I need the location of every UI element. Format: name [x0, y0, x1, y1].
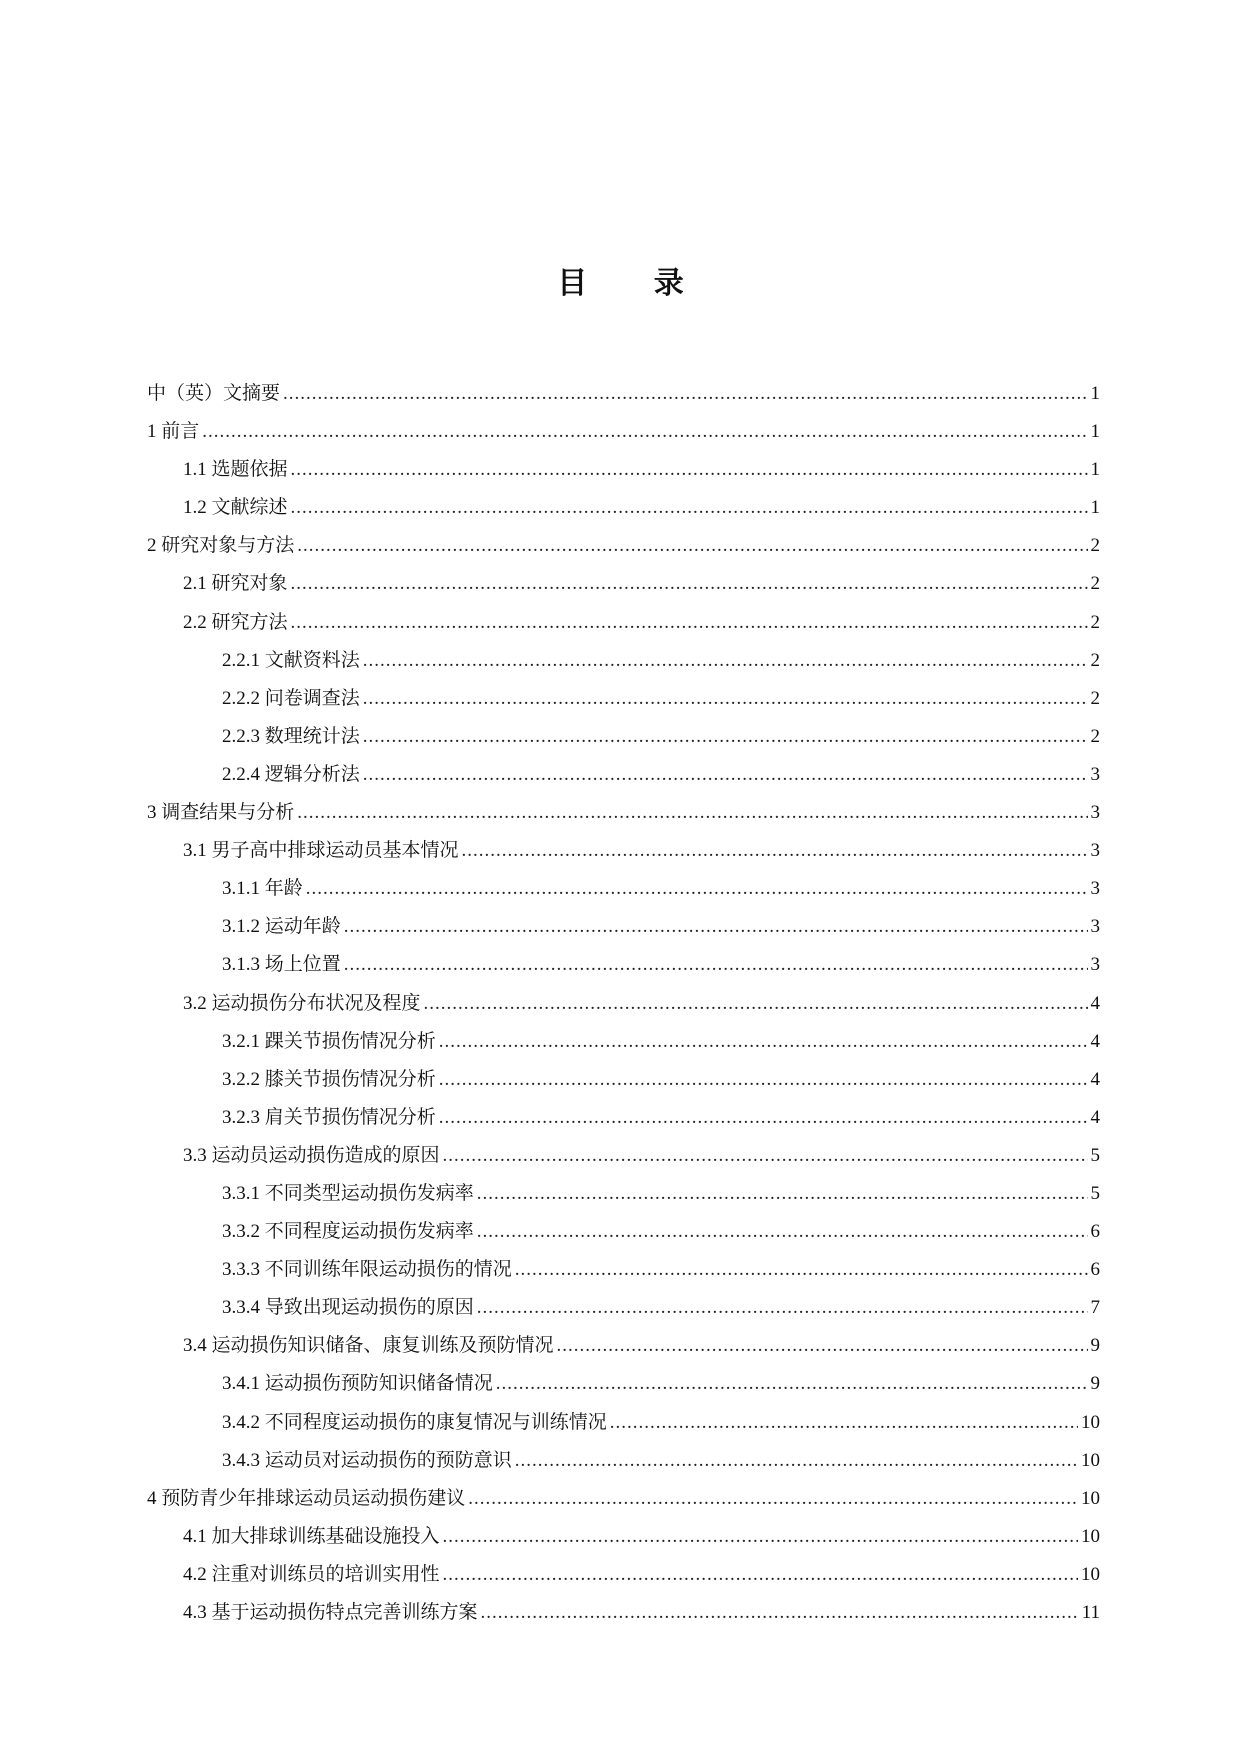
toc-leader-dots: [515, 1442, 1078, 1480]
toc-entry-title: 3.2.3 肩关节损伤情况分析: [222, 1106, 436, 1128]
toc-entry-title: 4.3 基于运动损伤特点完善训练方案: [183, 1602, 478, 1623]
toc-leader-dots: [468, 1480, 1078, 1518]
toc-page-number: 4: [1090, 992, 1100, 1014]
toc-leader-dots: [297, 794, 1087, 832]
toc-entry-title: 3.2.1 踝关节损伤情况分析: [222, 1030, 436, 1052]
toc-page-number: 4: [1090, 1068, 1100, 1090]
toc-entry-title: 2.2.1 文献资料法: [222, 649, 360, 671]
toc-entry[interactable]: [147, 1289, 1100, 1327]
toc-leader-dots: [439, 1099, 1088, 1137]
toc-page-number: 3: [1090, 954, 1100, 976]
toc-entry-title: 3.1 男子高中排球运动员基本情况: [183, 840, 459, 862]
toc-entry-title: 2.2 研究方法: [183, 611, 288, 633]
toc-page-number: 10: [1081, 1411, 1100, 1433]
toc-page-number: 5: [1090, 1144, 1100, 1166]
toc-leader-dots: [439, 1023, 1088, 1061]
toc-entry[interactable]: [147, 1061, 1100, 1099]
toc-leader-dots: [202, 413, 1087, 451]
toc-leader-dots: [610, 1404, 1078, 1442]
toc-entry[interactable]: [147, 908, 1100, 946]
toc-entry[interactable]: [147, 1137, 1100, 1175]
toc-entry[interactable]: [147, 1594, 1100, 1632]
toc-entry[interactable]: [147, 1251, 1100, 1289]
toc-entry[interactable]: [147, 1023, 1100, 1061]
toc-leader-dots: [477, 1175, 1088, 1213]
toc-page-number: 2: [1090, 573, 1100, 595]
toc-entry[interactable]: [147, 1099, 1100, 1137]
toc-entry-title: 3.3.3 不同训练年限运动损伤的情况: [222, 1259, 512, 1281]
toc-leader-dots: [291, 565, 1088, 603]
toc-entry[interactable]: [147, 375, 1100, 413]
toc-entry-title: 4.1 加大排球训练基础设施投入: [183, 1525, 440, 1547]
toc-leader-dots: [363, 718, 1088, 756]
toc-leader-dots: [439, 1061, 1088, 1099]
toc-page-number: 7: [1090, 1297, 1100, 1319]
toc-entry-title: 3.4.2 不同程度运动损伤的康复情况与训练情况: [222, 1411, 607, 1433]
toc-entry-title: 3.1.2 运动年龄: [222, 916, 341, 938]
toc-leader-dots: [481, 1594, 1079, 1632]
toc-entry[interactable]: [147, 680, 1100, 718]
toc-entry[interactable]: [147, 1556, 1100, 1594]
toc-leader-dots: [477, 1213, 1088, 1251]
toc-entry-title: 3.2.2 膝关节损伤情况分析: [222, 1068, 436, 1090]
toc-leader-dots: [557, 1327, 1088, 1365]
toc-entry[interactable]: [147, 870, 1100, 908]
toc-page-number: 6: [1090, 1221, 1100, 1243]
toc-entry-title: 4.2 注重对训练员的培训实用性: [183, 1563, 440, 1585]
toc-page-number: 10: [1081, 1563, 1100, 1585]
toc-leader-dots: [344, 908, 1088, 946]
toc-page-number: 1: [1090, 497, 1100, 519]
toc-leader-dots: [515, 1251, 1088, 1289]
toc-entry-title: 3.1.1 年龄: [222, 878, 303, 900]
toc-entry[interactable]: [147, 1518, 1100, 1556]
toc-page-number: 2: [1090, 725, 1100, 747]
toc-leader-dots: [443, 1137, 1088, 1175]
toc-leader-dots: [363, 642, 1088, 680]
toc-leader-dots: [443, 1518, 1078, 1556]
toc-leader-dots: [306, 870, 1088, 908]
toc-entry[interactable]: [147, 1175, 1100, 1213]
toc-page-number: 1: [1090, 383, 1100, 404]
toc-entry[interactable]: [147, 985, 1100, 1023]
toc-entry[interactable]: [147, 527, 1100, 565]
toc-entry[interactable]: [147, 1480, 1100, 1518]
toc-entry-title: 3.3.2 不同程度运动损伤发病率: [222, 1221, 474, 1243]
toc-page-number: 10: [1081, 1487, 1100, 1509]
toc-entry-title: 3.3.4 导致出现运动损伤的原因: [222, 1297, 474, 1319]
toc-page-number: 3: [1090, 878, 1100, 900]
toc-leader-dots: [291, 489, 1088, 527]
toc-page-number: 1: [1090, 421, 1100, 443]
toc-page-number: 9: [1090, 1373, 1100, 1395]
toc-page-number: 3: [1090, 840, 1100, 862]
toc-leader-dots: [477, 1289, 1088, 1327]
toc-page-number: 4: [1090, 1106, 1100, 1128]
toc-entry-title: 中（英）文摘要: [147, 383, 281, 404]
toc-entry-title: 1 前言: [147, 421, 200, 443]
toc-entry[interactable]: [147, 946, 1100, 984]
toc-leader-dots: [424, 985, 1088, 1023]
toc-leader-dots: [363, 756, 1088, 794]
toc-page-number: 3: [1090, 763, 1100, 785]
toc-page-number: 3: [1090, 916, 1100, 938]
toc-entry[interactable]: [147, 489, 1100, 527]
toc-entry-title: 2.1 研究对象: [183, 573, 288, 595]
toc-entry[interactable]: [147, 794, 1100, 832]
toc-entry-title: 2.2.2 问卷调查法: [222, 687, 360, 709]
toc-page-number: 1: [1090, 459, 1100, 481]
toc-page-number: 6: [1090, 1259, 1100, 1281]
toc-entry-title: 3.1.3 场上位置: [222, 954, 341, 976]
toc-leader-dots: [283, 375, 1087, 413]
toc-page-number: 2: [1090, 611, 1100, 633]
toc-leader-dots: [344, 946, 1088, 984]
toc-entry-title: 1.2 文献综述: [183, 497, 288, 519]
toc-page-number: 2: [1090, 649, 1100, 671]
toc-page-number: 10: [1081, 1449, 1100, 1471]
toc-leader-dots: [291, 604, 1088, 642]
toc-entry-title: 4 预防青少年排球运动员运动损伤建议: [147, 1487, 466, 1509]
toc-entry[interactable]: [147, 1213, 1100, 1251]
toc-leader-dots: [291, 451, 1088, 489]
toc-entry-title: 3.4 运动损伤知识储备、康复训练及预防情况: [183, 1335, 554, 1357]
toc-leader-dots: [363, 680, 1088, 718]
toc-entry-title: 3.4.1 运动损伤预防知识储备情况: [222, 1373, 493, 1395]
toc-entry[interactable]: [147, 832, 1100, 870]
toc-entry-title: 3.3.1 不同类型运动损伤发病率: [222, 1182, 474, 1204]
toc-page-number: 2: [1090, 535, 1100, 557]
toc-page-number: 2: [1090, 687, 1100, 709]
toc-entry[interactable]: [147, 565, 1100, 603]
toc-leader-dots: [496, 1365, 1088, 1403]
toc-entry[interactable]: [147, 756, 1100, 794]
toc-page-number: 3: [1090, 802, 1100, 824]
toc-entry-title: 3.3 运动员运动损伤造成的原因: [183, 1144, 440, 1166]
toc-page-number: 5: [1090, 1182, 1100, 1204]
toc-entry[interactable]: [147, 604, 1100, 642]
toc-entry[interactable]: [147, 1365, 1100, 1403]
toc-entry-title: 3.2 运动损伤分布状况及程度: [183, 992, 421, 1014]
toc-entry[interactable]: [147, 413, 1100, 451]
toc-leader-dots: [443, 1556, 1078, 1594]
toc-entry[interactable]: [147, 718, 1100, 756]
toc-entry-title: 2.2.3 数理统计法: [222, 725, 360, 747]
toc-entry[interactable]: [147, 1404, 1100, 1442]
page-title: 目 录: [557, 266, 712, 301]
toc-entry-title: 3 调查结果与分析: [147, 802, 295, 824]
toc-entry[interactable]: [147, 451, 1100, 489]
toc-entry[interactable]: [147, 642, 1100, 680]
toc-page-number: 11: [1081, 1602, 1100, 1623]
toc-entry[interactable]: [147, 1327, 1100, 1365]
toc-entry-title: 1.1 选题依据: [183, 459, 288, 481]
toc-page-number: 4: [1090, 1030, 1100, 1052]
toc-entry[interactable]: [147, 1442, 1100, 1480]
table-of-contents: [147, 375, 1100, 1632]
toc-entry-title: 2.2.4 逻辑分析法: [222, 763, 360, 785]
toc-entry-title: 2 研究对象与方法: [147, 535, 295, 557]
toc-entry-title: 3.4.3 运动员对运动损伤的预防意识: [222, 1449, 512, 1471]
toc-leader-dots: [462, 832, 1088, 870]
toc-leader-dots: [297, 527, 1087, 565]
toc-page-number: 10: [1081, 1525, 1100, 1547]
toc-page-number: 9: [1090, 1335, 1100, 1357]
